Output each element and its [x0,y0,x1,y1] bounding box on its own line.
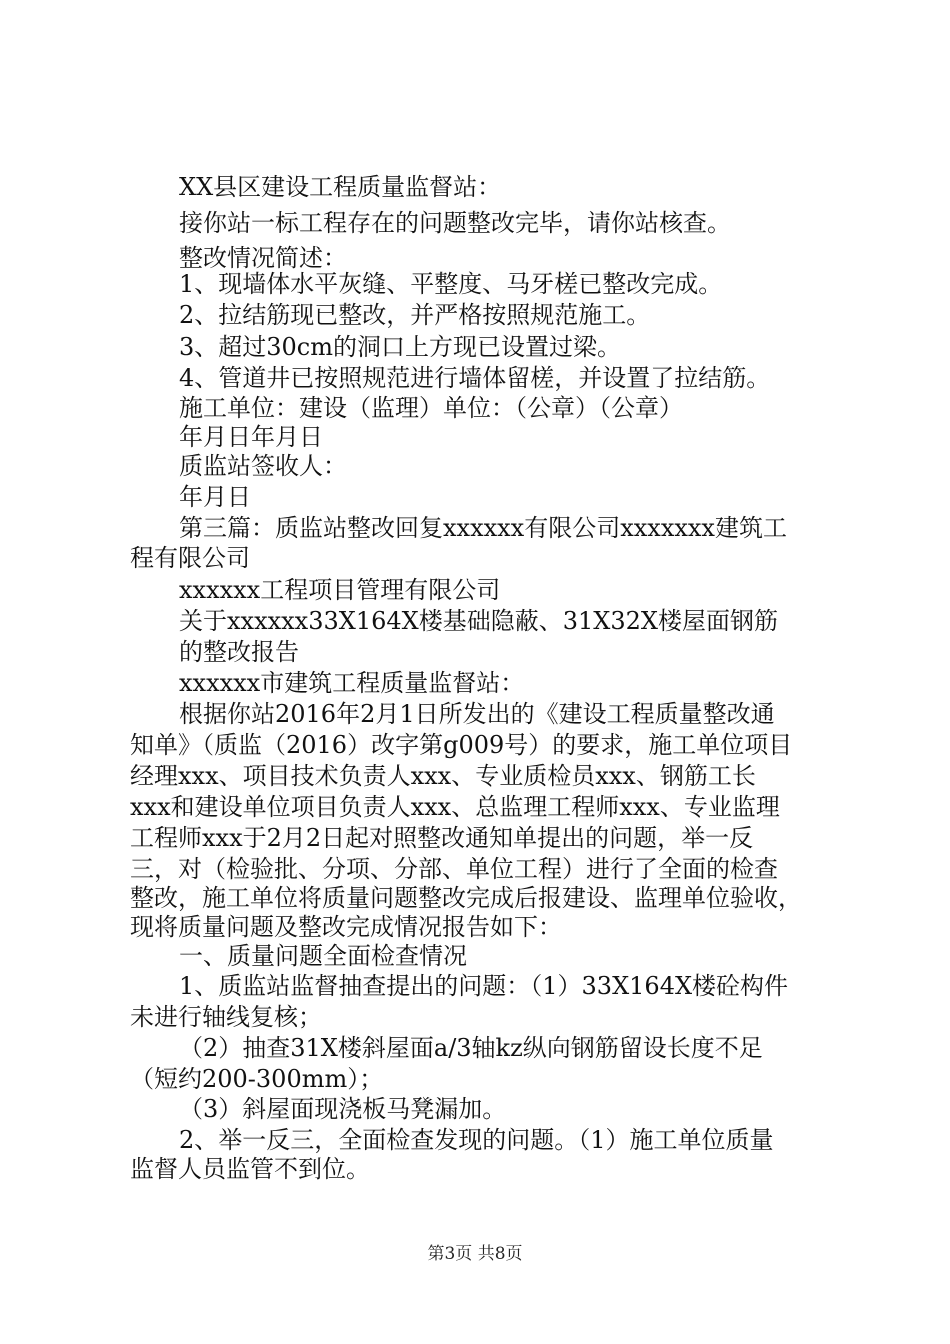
page-number: 第3页 共8页 [427,1244,523,1264]
text-line: （短约200-300mm）； [130,1065,384,1093]
text-line: 程有限公司 [130,544,250,572]
text-line: 监督人员监管不到位。 [130,1155,370,1183]
text-line: 质监站签收人： [179,452,347,480]
text-line: （3）斜屋面现浇板马凳漏加。 [179,1095,507,1123]
text-line: 一、质量问题全面检查情况 [179,942,467,970]
text-line: 1、质监站监督抽查提出的问题：（1）33X164X楼砼构件 [179,972,789,1000]
text-line: 根据你站2016年2月1日所发出的《建设工程质量整改通 [179,700,775,728]
text-line: 工程师xxx于2月2日起对照整改通知单提出的问题，举一反 [130,824,754,852]
text-line: xxxxxx工程项目管理有限公司 [179,576,501,604]
text-line: 接你站一标工程存在的问题整改完毕，请你站核查。 [179,209,731,237]
text-line: 整改，施工单位将质量问题整改完成后报建设、监理单位验收， [130,884,802,912]
text-line: 现将质量问题及整改完成情况报告如下： [130,913,562,941]
text-line: xxxxxx市建筑工程质量监督站： [179,669,525,697]
text-line: 1、现墙体水平灰缝、平整度、马牙槎已整改完成。 [179,270,723,298]
text-line: 知单》（质监（2016）改字第g009号）的要求，施工单位项目 [130,731,793,759]
text-line: 3、超过30cm的洞口上方现已设置过梁。 [179,333,622,361]
text-line: 4、管道井已按照规范进行墙体留槎，并设置了拉结筋。 [179,364,771,392]
text-line: 施工单位：建设（监理）单位：（公章）（公章） [179,394,683,422]
text-line: 三，对（检验批、分项、分部、单位工程）进行了全面的检查 [130,855,778,883]
text-line: 未进行轴线复核； [130,1003,322,1031]
text-line: 年月日 [179,483,251,511]
text-line: 年月日年月日 [179,423,323,451]
text-line: （2）抽查31X楼斜屋面a/3轴kz纵向钢筋留设长度不足 [179,1034,763,1062]
text-line: 的整改报告 [179,638,299,666]
text-line: XX县区建设工程质量监督站： [179,173,502,201]
text-line: 整改情况简述： [179,244,347,272]
text-line: 经理xxx、项目技术负责人xxx、专业质检员xxx、钢筋工长 [130,762,756,790]
text-line: 2、拉结筋现已整改，并严格按照规范施工。 [179,301,651,329]
text-line: 2、举一反三，全面检查发现的问题。（1）施工单位质量 [179,1126,774,1154]
text-line: 第三篇：质监站整改回复xxxxxx有限公司xxxxxxx建筑工 [179,514,787,542]
text-line: 关于xxxxxx33X164X楼基础隐蔽、31X32X楼屋面钢筋 [179,607,778,635]
text-line: xxx和建设单位项目负责人xxx、总监理工程师xxx、专业监理 [130,793,780,821]
